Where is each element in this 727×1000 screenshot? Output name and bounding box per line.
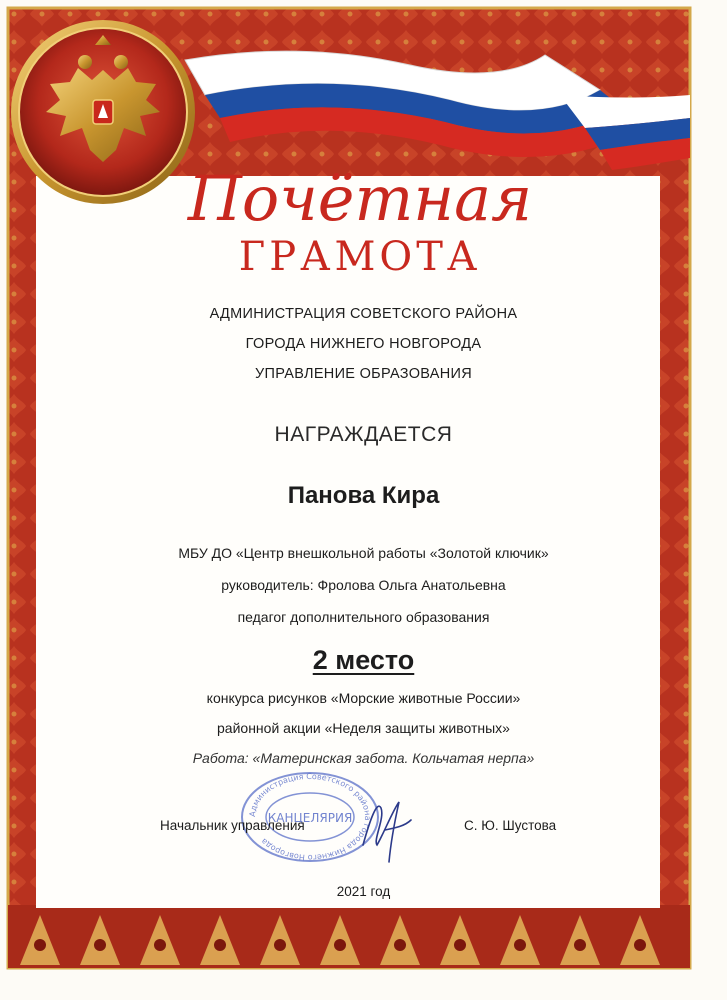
svg-text:Почётная: Почётная [187,162,533,235]
supervisor-line: руководитель: Фролова Ольга Анатольевна [221,577,506,593]
svg-text:Администрация Советского район: Администрация Советского района города Нижнего Новгорода [247,771,373,863]
certificate-title [140,150,580,280]
contest-line-1: конкурса рисунков «Морские животные России» [206,690,521,706]
work-title-line: Работа: «Материнская забота. Кольчатая нерпа» [192,750,535,766]
issuer-line-1: АДМИНИСТРАЦИЯ СОВЕТСКОГО РАЙОНА [209,306,518,322]
issuer-line-2: ГОРОДА НИЖНЕГО НОВГОРОДА [245,336,482,352]
institution-line: МБУ ДО «Центр внешкольной работы «Золотой ключик» [178,545,549,561]
contest-line-2: районной акции «Неделя защиты животных» [217,720,510,736]
issuer-line-3: УПРАВЛЕНИЕ ОБРАЗОВАНИЯ [255,366,472,382]
award-heading: НАГРАЖДАЕТСЯ [274,423,453,446]
position-line: педагог дополнительного образования [237,609,490,625]
year-line: 2021 год [336,884,391,899]
svg-text:ГРАМОТА: ГРАМОТА [238,234,482,280]
signatory-name: С. Ю. Шустова [464,818,557,833]
svg-text:КАНЦЕЛЯРИЯ: КАНЦЕЛЯРИЯ [267,811,353,825]
place-award-text: 2 место [312,645,415,675]
recipient-name: Панова Кира [287,482,440,509]
signatory-role: Начальник управления [160,818,305,833]
handwritten-signature [355,790,415,865]
place-award [0,645,727,676]
